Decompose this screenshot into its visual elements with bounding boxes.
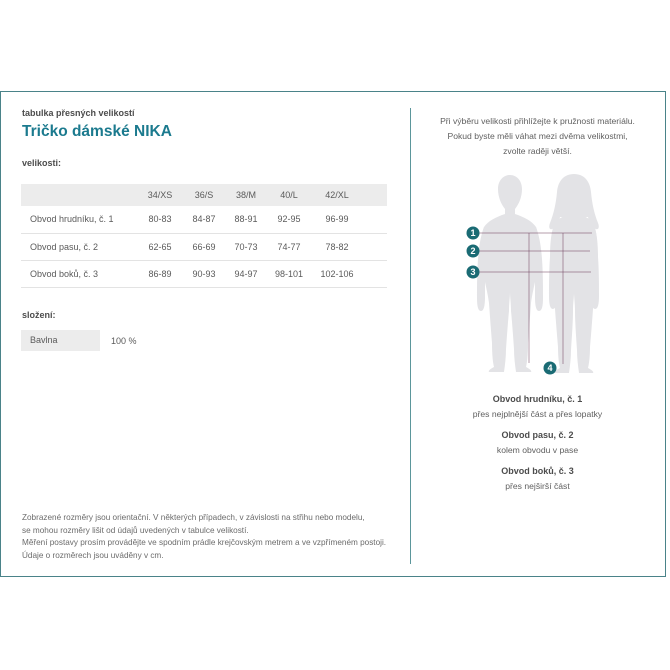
- size-value: 90-93: [183, 260, 225, 287]
- size-value: 96-99: [311, 206, 363, 233]
- female-silhouette: [549, 174, 599, 373]
- measure-desc: kolem obvodu v pase: [496, 445, 579, 455]
- size-value: 86-89: [137, 260, 183, 287]
- note-line: se mohou rozměry lišit od údajů uvedených v tabulce velikostí.: [22, 525, 249, 535]
- size-table-filler: [363, 184, 387, 206]
- table-row: [21, 206, 387, 233]
- row-label: Obvod pasu, č. 2: [21, 233, 137, 260]
- composition-row: [21, 330, 137, 351]
- sizes-section-label: velikosti:: [22, 158, 62, 168]
- body-measurement-diagram: [432, 165, 642, 380]
- advice-line: zvolte raději větší.: [503, 146, 572, 156]
- row-label: Obvod hrudníku, č. 1: [21, 206, 137, 233]
- svg-text:4: 4: [547, 363, 553, 374]
- size-value: 84-87: [183, 206, 225, 233]
- size-value: 98-101: [267, 260, 311, 287]
- size-value: 94-97: [225, 260, 267, 287]
- size-advice: [411, 114, 664, 159]
- size-value: 62-65: [137, 233, 183, 260]
- size-table: [21, 184, 387, 288]
- size-value: 74-77: [267, 233, 311, 260]
- size-value: 78-82: [311, 233, 363, 260]
- advice-line: Pokud byste měli váhat mezi dvěma velikostmi,: [447, 131, 628, 141]
- size-value: 80-83: [137, 206, 183, 233]
- size-table-corner: [21, 184, 137, 206]
- measure-definition: [411, 464, 664, 494]
- table-subtitle: tabulka přesných velikostí: [22, 108, 135, 118]
- material-name: Bavlna: [21, 330, 100, 351]
- size-col-header: 34/XS: [137, 184, 183, 206]
- marker-3: [467, 266, 480, 279]
- measure-desc: přes nejširší část: [505, 481, 570, 491]
- note-line: Zobrazené rozměry jsou orientační. V některých případech, v závislosti na střihu nebo modelu,: [22, 513, 365, 522]
- size-col-header: 40/L: [267, 184, 311, 206]
- size-value: 92-95: [267, 206, 311, 233]
- row-label: Obvod boků, č. 3: [21, 260, 137, 287]
- measure-title: Obvod pasu, č. 2: [501, 430, 574, 440]
- product-title: Tričko dámské NIKA: [22, 123, 172, 140]
- size-value: 102-106: [311, 260, 363, 287]
- measure-definition: [411, 392, 664, 422]
- svg-text:3: 3: [470, 267, 476, 278]
- note-line: Měření postavy prosím provádějte ve spodním prádle krejčovským metrem a ve vzpřímeném postoji.: [22, 538, 387, 548]
- measurement-notes: [22, 512, 386, 563]
- size-col-header: 36/S: [183, 184, 225, 206]
- advice-line: Při výběru velikosti přihlížejte k pružnosti materiálu.: [440, 116, 635, 126]
- size-table-header-row: [21, 184, 387, 206]
- size-col-header: 42/XL: [311, 184, 363, 206]
- measure-definition: [411, 428, 664, 458]
- size-value: 70-73: [225, 233, 267, 260]
- note-line: Údaje o rozměrech jsou uváděny v cm.: [22, 551, 164, 561]
- measure-desc: přes nejplnější část a přes lopatky: [472, 409, 603, 419]
- table-row: [21, 233, 387, 260]
- svg-text:2: 2: [470, 246, 476, 257]
- marker-4: [544, 362, 557, 375]
- size-chart-panel: [0, 91, 666, 577]
- size-col-header: 38/M: [225, 184, 267, 206]
- table-row: [21, 260, 387, 287]
- measure-title: Obvod boků, č. 3: [501, 466, 574, 476]
- marker-1: [467, 227, 480, 240]
- male-silhouette: [477, 175, 543, 372]
- composition-section-label: složení:: [22, 310, 56, 320]
- measure-definitions: [411, 392, 664, 500]
- size-value: 88-91: [225, 206, 267, 233]
- size-value: 66-69: [183, 233, 225, 260]
- svg-text:1: 1: [470, 228, 476, 239]
- marker-2: [467, 245, 480, 258]
- material-percent: 100 %: [111, 335, 137, 346]
- measure-title: Obvod hrudníku, č. 1: [492, 394, 583, 404]
